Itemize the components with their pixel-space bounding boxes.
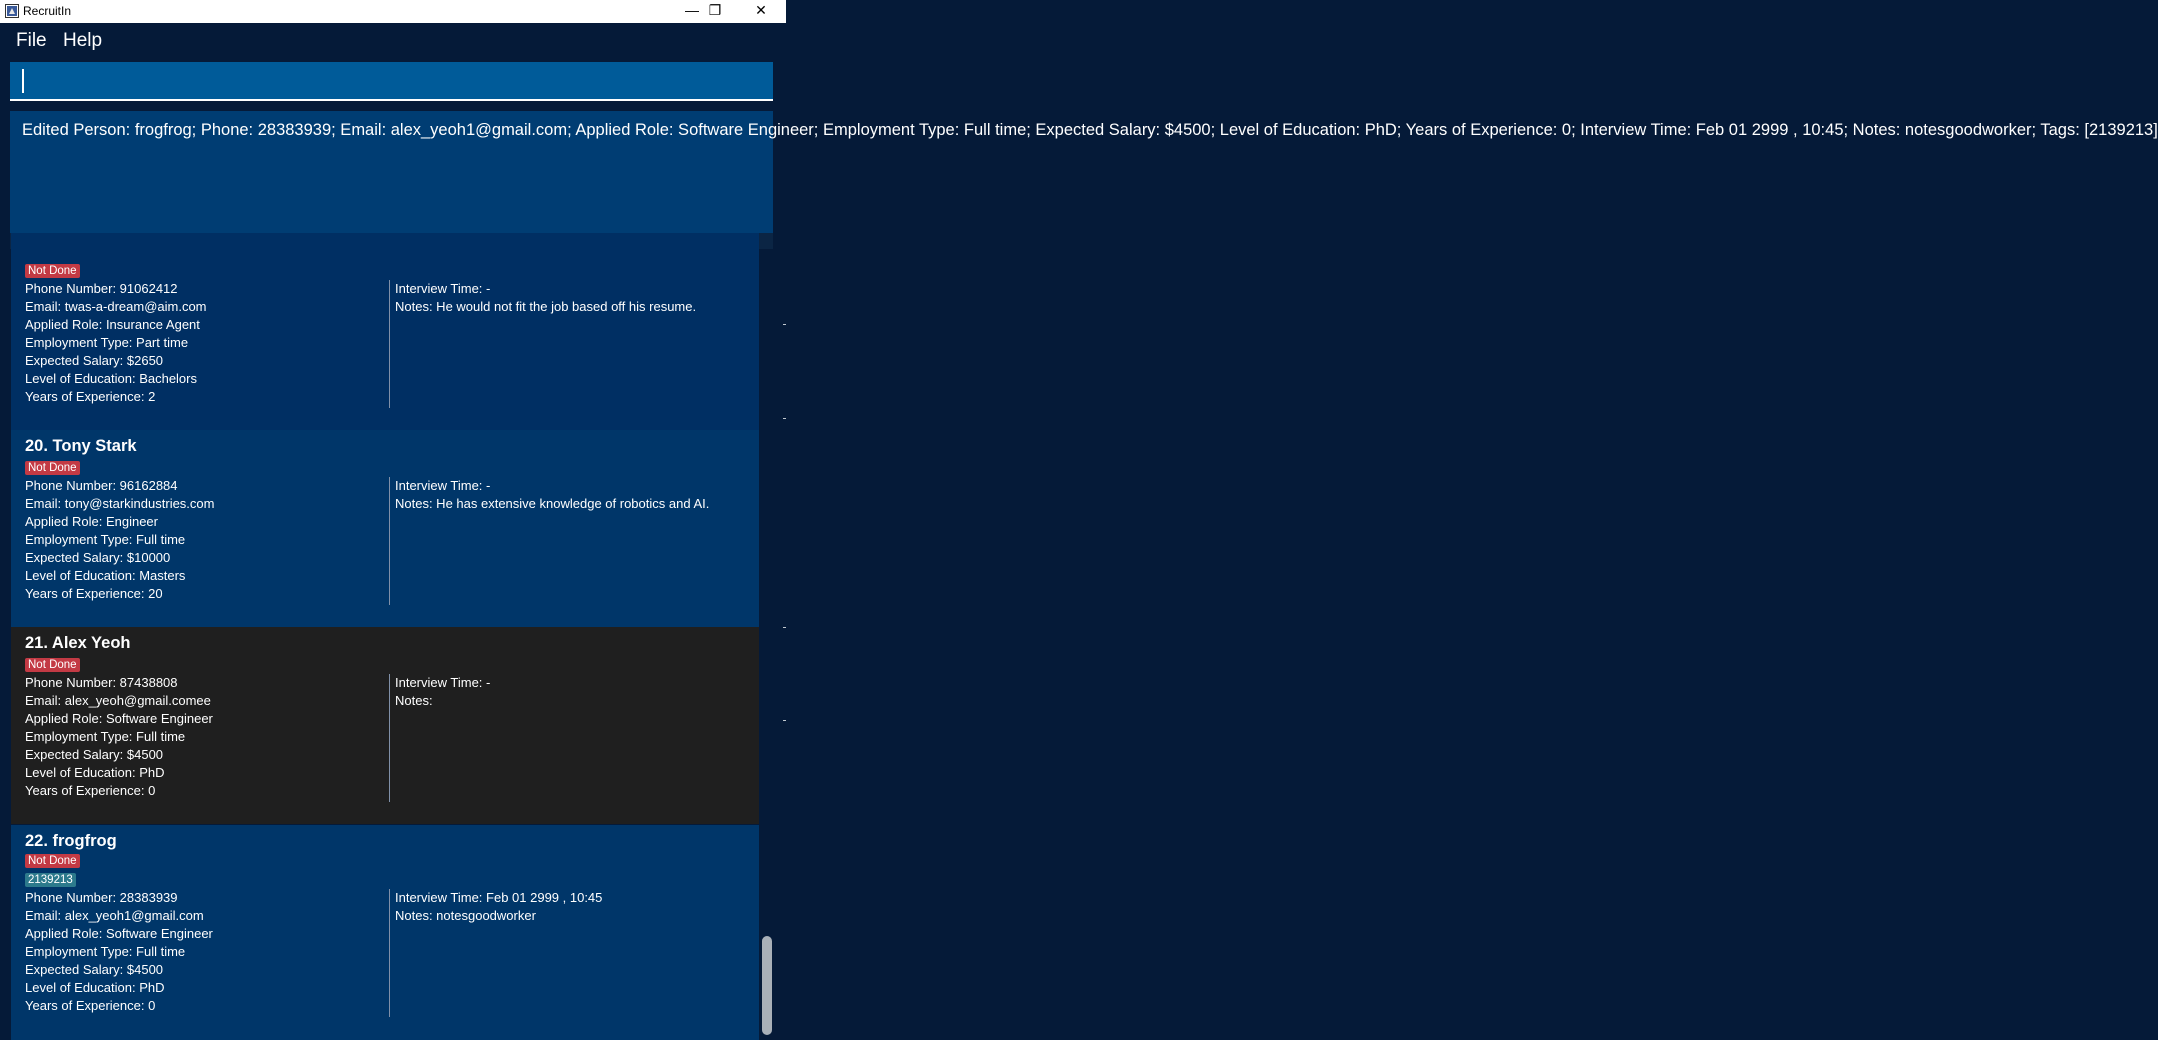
phone-number: Phone Number: 91062412 bbox=[25, 281, 178, 296]
person-list[interactable] bbox=[0, 249, 786, 1035]
person-card[interactable] bbox=[11, 825, 759, 1040]
person-details bbox=[25, 477, 385, 603]
person-details bbox=[25, 674, 385, 800]
expected-salary: Expected Salary: $4500 bbox=[25, 962, 164, 977]
column-divider bbox=[389, 280, 390, 408]
education-level: Level of Education: PhD bbox=[25, 765, 165, 780]
years-experience: Years of Experience: 0 bbox=[25, 783, 156, 798]
applied-role: Applied Role: Insurance Agent bbox=[25, 317, 200, 332]
education-level: Level of Education: PhD bbox=[25, 980, 165, 995]
education-level: Level of Education: Masters bbox=[25, 568, 186, 583]
expected-salary: Expected Salary: $4500 bbox=[25, 747, 164, 762]
interview-details bbox=[395, 280, 755, 316]
person-name: 21. Alex Yeoh bbox=[25, 634, 131, 652]
vertical-scrollbar[interactable] bbox=[759, 249, 786, 1035]
years-experience: Years of Experience: 2 bbox=[25, 389, 156, 404]
status-badge: Not Done bbox=[25, 658, 80, 672]
edge-tick bbox=[783, 720, 786, 721]
edge-tick bbox=[783, 324, 786, 325]
result-message: Edited Person: frogfrog; Phone: 28383939; Email: alex_yeoh1@gmail.com; Applied Role: Software Engineer; Employment Type: Full time; Expected Salary: $4500; Level of Education: PhD; Years of Experience: 0; Interview Time: Feb 01 2999 , 10:45; Notes: notesgoodworker; Tags: [2139213] bbox=[22, 121, 2158, 139]
column-divider bbox=[389, 477, 390, 605]
menu-help[interactable]: Help bbox=[63, 30, 103, 51]
window-title: RecruitIn bbox=[23, 4, 72, 18]
app-icon bbox=[5, 4, 19, 18]
person-card[interactable] bbox=[11, 627, 759, 824]
minimize-button[interactable]: — bbox=[685, 2, 699, 18]
applied-role: Applied Role: Engineer bbox=[25, 514, 158, 529]
years-experience: Years of Experience: 20 bbox=[25, 586, 163, 601]
employment-type: Employment Type: Full time bbox=[25, 944, 186, 959]
window-edge bbox=[775, 23, 786, 273]
vertical-scrollbar-thumb[interactable] bbox=[762, 936, 772, 1035]
interview-details bbox=[395, 674, 755, 710]
person-name: 20. Tony Stark bbox=[25, 437, 137, 455]
interview-details bbox=[395, 889, 755, 925]
email: Email: twas-a-dream@aim.com bbox=[25, 299, 207, 314]
person-details bbox=[25, 889, 385, 1015]
interview-time: Interview Time: - bbox=[395, 675, 491, 690]
result-display[interactable] bbox=[10, 111, 2158, 249]
employment-type: Employment Type: Full time bbox=[25, 729, 186, 744]
email: Email: alex_yeoh1@gmail.com bbox=[25, 908, 204, 923]
interview-time: Interview Time: Feb 01 2999 , 10:45 bbox=[395, 890, 603, 905]
email: Email: tony@starkindustries.com bbox=[25, 496, 215, 511]
column-divider bbox=[389, 889, 390, 1017]
notes: Notes: notesgoodworker bbox=[395, 908, 536, 923]
employment-type: Employment Type: Part time bbox=[25, 335, 189, 350]
interview-details bbox=[395, 477, 755, 513]
years-experience: Years of Experience: 0 bbox=[25, 998, 156, 1013]
notes: Notes: He has extensive knowledge of robotics and AI. bbox=[395, 496, 710, 511]
expected-salary: Expected Salary: $10000 bbox=[25, 550, 171, 565]
employment-type: Employment Type: Full time bbox=[25, 532, 186, 547]
email: Email: alex_yeoh@gmail.comee bbox=[25, 693, 211, 708]
interview-time: Interview Time: - bbox=[395, 478, 491, 493]
status-badge: Not Done bbox=[25, 854, 80, 868]
command-input[interactable] bbox=[10, 62, 773, 101]
expected-salary: Expected Salary: $2650 bbox=[25, 353, 164, 368]
maximize-button[interactable]: ❐ bbox=[708, 2, 722, 18]
column-divider bbox=[389, 674, 390, 802]
applied-role: Applied Role: Software Engineer bbox=[25, 926, 213, 941]
title-bar bbox=[0, 0, 786, 23]
interview-time: Interview Time: - bbox=[395, 281, 491, 296]
menu-bar bbox=[0, 23, 786, 60]
person-card[interactable] bbox=[11, 430, 759, 627]
text-caret bbox=[22, 69, 24, 93]
education-level: Level of Education: Bachelors bbox=[25, 371, 197, 386]
phone-number: Phone Number: 28383939 bbox=[25, 890, 178, 905]
tag-badge: 2139213 bbox=[25, 873, 76, 887]
person-details bbox=[25, 280, 385, 406]
notes: Notes: He would not fit the job based off his resume. bbox=[395, 299, 697, 314]
status-badge: Not Done bbox=[25, 461, 80, 475]
edge-tick bbox=[783, 418, 786, 419]
person-name: 22. frogfrog bbox=[25, 832, 117, 850]
notes: Notes: bbox=[395, 693, 433, 708]
close-button[interactable]: ✕ bbox=[755, 2, 767, 18]
menu-file[interactable]: File bbox=[16, 30, 47, 51]
status-badge: Not Done bbox=[25, 264, 80, 278]
person-card[interactable] bbox=[11, 233, 759, 430]
phone-number: Phone Number: 87438808 bbox=[25, 675, 178, 690]
applied-role: Applied Role: Software Engineer bbox=[25, 711, 213, 726]
edge-tick bbox=[783, 627, 786, 628]
phone-number: Phone Number: 96162884 bbox=[25, 478, 178, 493]
